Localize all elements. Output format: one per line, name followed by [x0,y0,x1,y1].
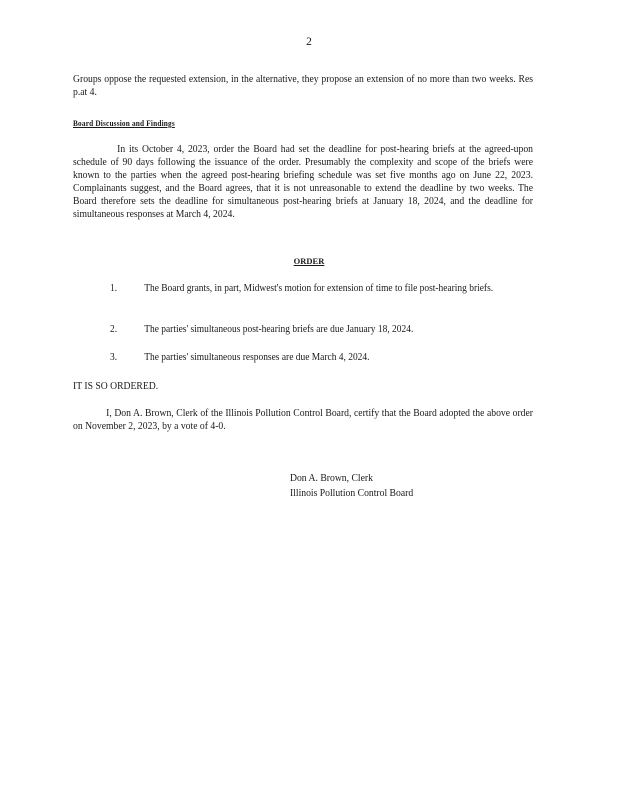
so-ordered: IT IS SO ORDERED. [73,381,159,392]
order-heading: ORDER [293,256,325,266]
order-item-text: The Board grants, in part, Midwest's motion for extension of time to file post-hearing briefs. [144,283,494,294]
order-item-text: The parties' simultaneous responses are due March 4, 2024. [144,352,370,363]
certification-paragraph [73,407,533,433]
section-heading: Board Discussion and Findings [73,118,175,128]
order-item-text: The parties' simultaneous post-hearing briefs are due January 18, 2024. [144,324,414,335]
signature-org: Illinois Pollution Control Board [290,488,414,499]
intro-paragraph: Groups oppose the requested extension, in the alternative, they propose an extension of no more than two weeks. Res p.at 4. [73,74,533,98]
order-item-number: 2. [110,324,118,335]
signature-block [290,471,413,501]
signature-name: Don A. Brown, Clerk [290,473,373,484]
certification-text: I, Don A. Brown, Clerk of the Illinois Pollution Control Board, certify that the Board adopted the above order on November 2, 2023, by a vote of 4-0. [73,408,533,432]
findings-text: In its October 4, 2023, order the Board had set the deadline for post-hearing briefs at the agreed-upon schedule of 90 days following the issuance of the order. Presumably the complexity and scope of the briefs were known to the parties when the agreed post-hearing briefing schedule was set five months ago on June 22, 2023. Complainants suggest, and the Board agrees, that it is not unreasonable to extend the deadline by two weeks. The Board therefore sets the deadline for simultaneous post-hearing briefs at January 18, 2024, and the deadline for simultaneous responses at March 4, 2024. [73,144,533,220]
order-item-number: 1. [110,283,118,294]
findings-paragraph [73,143,533,221]
order-item-number: 3. [110,352,118,363]
page-number: 2 [306,36,312,48]
